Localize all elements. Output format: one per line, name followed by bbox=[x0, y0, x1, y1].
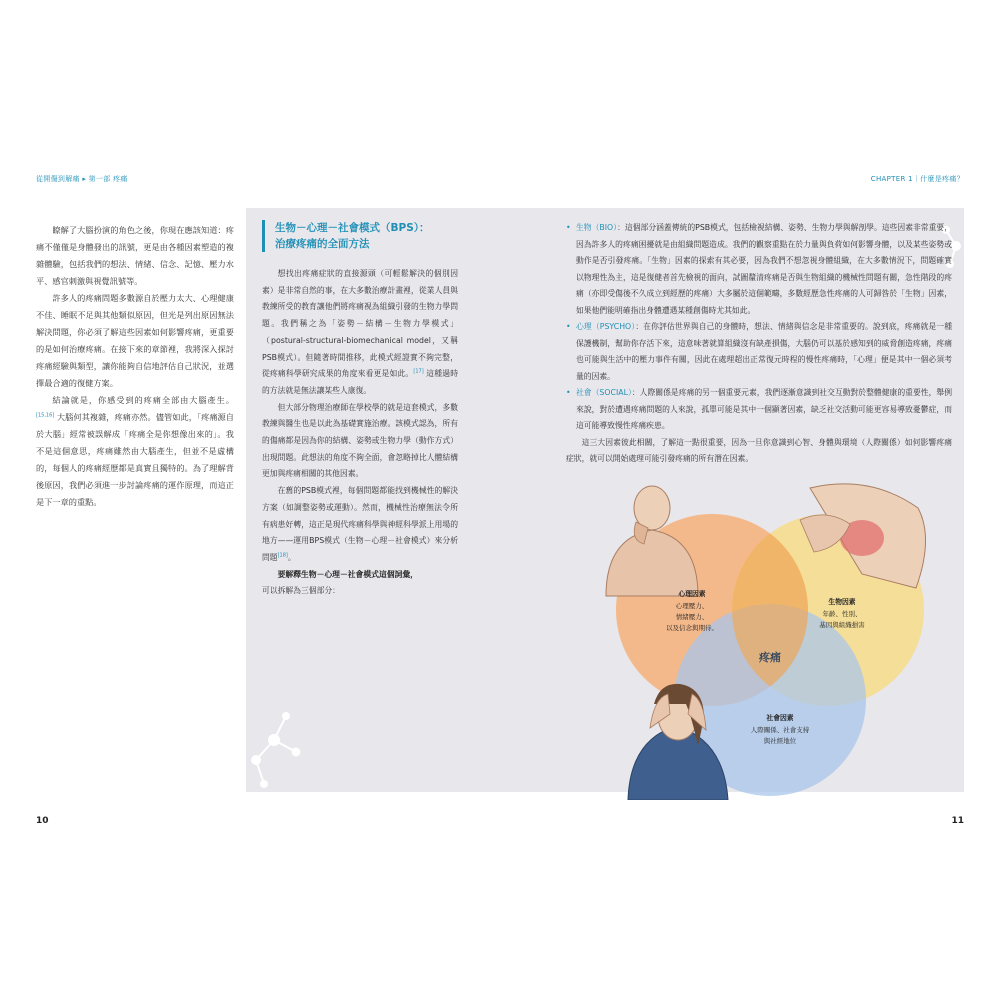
paragraph-bold: 要解釋生物－心理－社會模式這個詞彙， bbox=[277, 569, 418, 579]
bullet-text: ：人際關係是疼痛的另一個重要元素，我們逐漸意識到社交互動對於整體健康的重要性，舉例來說，對於遭遇疼痛問題的人來說，孤單可能是其中一個顯著因素，缺乏社交活動可能更容易導致憂鬱症，而這可能導致慢性疼痛疾患。 bbox=[576, 388, 952, 430]
venn-psycho-line: 以及信念與期待。 bbox=[666, 624, 718, 632]
venn-bio-line: 年齡、性別、 bbox=[822, 610, 862, 618]
bullet-text: ：這個部分涵蓋傳統的PSB模式，包括檢視結構、姿勢、生物力學與解剖學。這些因素非常重要，因為許多人的疼痛困擾就是由組織問題造成。我們的觀察重點在於力量與負荷如何影響身體，以及某些姿勢或動作是否引發疼痛。「生物」因素的探索有其必要，因為我們不想忽視身體組織，在大多數情況下，問題確實以物理性為主，這是復健者首先檢視的面向，試圖釐清疼痛是否與生物組織的機械性問題有關，急性階段的疼痛（亦即受傷後不久成立到經歷的疼痛）大多屬於這個範疇，多數經歷急性疼痛的人可歸咎於「生物」因素，如果他們能明確指出身體遭遇某種創傷時尤其如此。 bbox=[576, 223, 952, 315]
paragraph: 但大部分物理治療師在學校學的就是這套模式，多數教練與醫生也是以此為基礎實施治療。該模式認為，所有的傷痛都是因為你的結構、姿勢或生物力學（動作方式）出現問題。此想法的角度不夠全面，會忽略掉比人體結構更加與疼痛相關的其他因素。 bbox=[262, 402, 458, 479]
bullet-social bbox=[566, 385, 952, 435]
box-title-line: 生物－心理－社會模式（BPS）： bbox=[275, 222, 430, 234]
bullet-psycho bbox=[566, 319, 952, 385]
box-body-text bbox=[262, 266, 458, 600]
paragraph-body: 大腦何其複雜，疼痛亦然。儘管如此，「疼痛源自於大腦」經常被誤解成「疼痛全是你想像出來的」。我不是這個意思，疼痛雖然由大腦產生，但並不是虛構的，每個人的疼痛經歷都是真實且獨特的。為了理解背後原因，我們必須進一步討論疼痛的運作原理，而這正是下一章的重點。 bbox=[36, 412, 234, 507]
bullet-lead: 社會（SOCIAL） bbox=[576, 388, 632, 397]
bullet-dot-icon: • bbox=[566, 388, 571, 397]
paragraph-body: 想找出疼痛症狀的直接源頭（可輕鬆解決的個別因素）是非常自然的事，在大多數治療計畫裡，從業人員與教練所受的教育讓他們將疼痛視為組織引發的生物力學問題。我們稱之為「姿勢－結構－生物力學模式」（postural-structural-biomechanical model，又稱PSB模式）。但隨著時間推移，此模式經證實不夠完整，從疼痛科學研究成果的角度來看更是如此。 bbox=[262, 269, 458, 379]
paragraph bbox=[262, 483, 458, 567]
bullet-dot-icon: • bbox=[566, 322, 571, 331]
page-number-right: 11 bbox=[951, 816, 964, 826]
venn-social-title: 社會因素 bbox=[766, 714, 794, 722]
paragraph-end: 這種過時的方法就是無法讓某些人康復。 bbox=[262, 369, 459, 395]
venn-social-line: 與社經地位 bbox=[763, 737, 797, 745]
citation-ref: [15,16] bbox=[36, 412, 55, 419]
citation-ref: [17] bbox=[413, 368, 424, 375]
box-title-line: 治療疼痛的全面方法 bbox=[275, 238, 370, 250]
bullet-lead: 生物（BIO） bbox=[576, 223, 618, 232]
venn-psycho-line: 心理壓力、 bbox=[675, 602, 709, 610]
page-number-left: 10 bbox=[36, 816, 49, 826]
paragraph: 許多人的疼痛問題多數源自於壓力太大、心理健康不佳、睡眠不足與其他類似原因，但光是列出原因無法解決問題，你必須了解這些因素如何影響疼痛，更重要的是如何治療疼痛。在接下來的章節裡，我將深入探討疼痛經驗與類型，讓你能夠自信地評估自己狀況，並選擇最合適的復健方案。 bbox=[36, 293, 234, 388]
molecule-decoration-icon bbox=[246, 700, 306, 792]
left-column-text bbox=[36, 222, 234, 511]
paragraph-body: 在舊的PSB模式裡，每個問題都能找到機械性的解決方案（如調整姿勢或運動）。然而，機械性治療無法令所有病患好轉，這正是現代疼痛科學與神經科學派上用場的地方——運用BPS模式（生物－心理－社會模式）來分析問題 bbox=[262, 486, 458, 562]
right-column-text bbox=[566, 220, 952, 468]
box-title bbox=[262, 220, 465, 252]
venn-psycho-line: 情緒壓力、 bbox=[675, 613, 709, 621]
paragraph-body: 可以拆解為三個部分： bbox=[262, 586, 340, 596]
paragraph bbox=[36, 392, 234, 511]
bullet-dot-icon: • bbox=[566, 223, 571, 232]
paragraph-lead: 結論就是，你感受到的疼痛全部由大腦產生。 bbox=[52, 395, 234, 405]
venn-social-line: 人際關係、社會支持 bbox=[750, 726, 810, 734]
running-head-left: 從開傷到解痛 ▸ 第一部 疼痛 bbox=[36, 175, 128, 183]
paragraph: 瞭解了大腦扮演的角色之後，你現在應該知道：疼痛不僅僅是身體發出的訊號，更是由各種因素塑造的複雜體驗，包括我們的想法、情緒、信念、記憶、壓力水平、感官刺激與視覺訊號等。 bbox=[36, 225, 234, 286]
bullet-lead: 心理（PSYCHO） bbox=[576, 322, 636, 331]
venn-bio-title: 生物因素 bbox=[828, 598, 856, 606]
paragraph bbox=[262, 567, 458, 600]
venn-bio-line: 基因與組織損害 bbox=[819, 621, 865, 629]
closing-paragraph: 這三大因素彼此相關，了解這一點很重要，因為一旦你意識到心智、身體與環境（人際關係）如何影響疼痛症狀，就可以開始處理可能引發疼痛的所有潛在因素。 bbox=[566, 437, 952, 463]
bullet-bio bbox=[566, 220, 952, 319]
paragraph-end: 。 bbox=[287, 552, 296, 562]
venn-psycho-title: 心理因素 bbox=[678, 590, 706, 598]
bps-venn-diagram bbox=[600, 478, 940, 800]
bullet-text: ：在你評估世界與自己的身體時，想法、情緒與信念是非常重要的。說到底，疼痛就是一種保護機制，幫助你存活下來，這意味著就算組織沒有缺產損傷，大腦仍可以基於感知到的威脅創造疼痛，疼痛也可能與生活中的壓力事件有關，因此在處理超出正常復元時程的慢性疼痛時，「心理」便是其中一個必須考量的因素。 bbox=[576, 322, 953, 381]
paragraph bbox=[262, 266, 458, 400]
running-head-right: CHAPTER 1｜什麼是疼痛？ bbox=[870, 175, 964, 183]
citation-ref: [18] bbox=[277, 552, 288, 559]
venn-center-label: 疼痛 bbox=[759, 651, 781, 664]
